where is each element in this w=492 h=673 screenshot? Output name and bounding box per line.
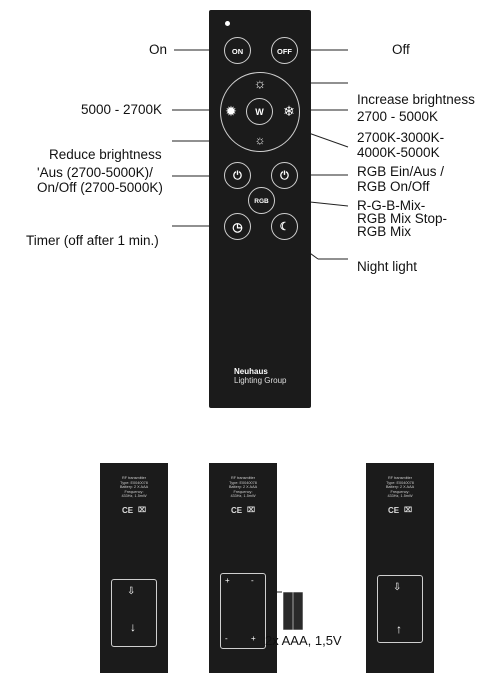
weee-bin-icon: ⌧: [138, 507, 147, 514]
status-led: [225, 21, 230, 26]
moon-icon: ☾: [279, 221, 290, 233]
white-mode-button[interactable]: W: [246, 98, 273, 125]
battery-icon: [293, 592, 303, 630]
sticker-line: 433Hz, 1.5mW: [230, 494, 256, 498]
label-rgb-mix-2: RGB Mix Stop-: [357, 211, 448, 226]
brand-name: Neuhaus: [234, 367, 268, 376]
label-rgb-mix-1: R-G-B-Mix-: [357, 198, 426, 213]
remote-back-closing: [366, 463, 434, 673]
white-power-button[interactable]: [224, 162, 251, 189]
back-sticker: [100, 476, 168, 499]
label-off: Off: [392, 42, 410, 57]
sticker-line: Type: E0040078: [386, 480, 414, 485]
sticker-line: RF transmitter: [121, 476, 147, 480]
label-warm-cct: 5000 - 2700K: [81, 102, 163, 117]
battery-compartment[interactable]: [220, 573, 266, 649]
warm-white-icon[interactable]: ✹: [225, 103, 237, 119]
night-light-button[interactable]: [271, 213, 298, 240]
slide-arrow-icon: ⇩: [393, 582, 402, 593]
sticker-line: RF transmitter: [387, 476, 413, 480]
power-rgb-icon: ⏻: [280, 170, 289, 182]
label-reduce-brightness: Reduce brightness: [49, 147, 162, 162]
label-rgb-onoff-2: RGB On/Off: [357, 179, 430, 194]
label-white-onoff-2: On/Off (2700-5000K): [37, 180, 163, 195]
off-button[interactable]: OFF: [271, 37, 298, 64]
ce-mark: CE: [122, 506, 134, 515]
ce-mark: CE: [388, 506, 400, 515]
label-timer: Timer (off after 1 min.): [26, 233, 159, 248]
label-night-light: Night light: [357, 259, 418, 274]
sticker-line: Type: E0040078: [229, 480, 257, 485]
brightness-down-icon[interactable]: ☼: [254, 133, 266, 147]
sticker-line: RF transmitter: [230, 476, 256, 480]
sticker-line: 433Hz, 1.5mW: [121, 494, 147, 498]
timer-button[interactable]: [224, 213, 251, 240]
weee-bin-icon: ⌧: [247, 507, 256, 514]
sticker-line: Frequency:: [233, 489, 253, 494]
label-rgb-onoff-1: RGB Ein/Aus /: [357, 164, 445, 179]
sticker-line: Type: E0040078: [120, 480, 148, 485]
cool-white-icon[interactable]: ❄: [283, 103, 295, 119]
back-sticker: [366, 476, 434, 499]
power-w-icon: ⏻: [233, 170, 242, 182]
sticker-line: Battery: 2 X AAA: [228, 485, 258, 489]
brand-subtitle: Lighting Group: [234, 376, 287, 385]
rgb-mix-button[interactable]: RGB: [248, 187, 275, 214]
sticker-line: 433Hz, 1.5mW: [387, 494, 413, 498]
battery-icon: [283, 592, 293, 630]
brand-logo: [234, 367, 286, 385]
ce-mark: CE: [231, 506, 243, 515]
battery-cover[interactable]: [111, 579, 157, 647]
battery-cover[interactable]: [377, 575, 423, 643]
polarity-plus: +: [225, 576, 230, 585]
brightness-up-icon[interactable]: ☼: [253, 75, 267, 91]
polarity-minus: -: [251, 576, 254, 585]
sticker-line: Frequency:: [390, 489, 410, 494]
label-rgb-mix-3: RGB Mix: [357, 224, 411, 239]
polarity-minus: -: [225, 634, 228, 643]
label-cct-steps-2: 4000K-5000K: [357, 145, 440, 160]
label-cct-steps-1: 2700K-3000K-: [357, 130, 445, 145]
back-sticker: [209, 476, 277, 499]
open-arrow-icon: ↓: [130, 620, 136, 634]
label-white-onoff-1: 'Aus (2700-5000K)/: [37, 165, 153, 180]
label-cool-cct: 2700 - 5000K: [357, 109, 439, 124]
weee-bin-icon: ⌧: [404, 507, 413, 514]
label-on: On: [149, 42, 168, 57]
on-button[interactable]: ON: [224, 37, 251, 64]
sticker-line: Battery: 2 X AAA: [119, 485, 149, 489]
rgb-power-button[interactable]: [271, 162, 298, 189]
battery-label: 2x AAA, 1,5V: [265, 633, 342, 648]
sticker-line: Frequency:: [124, 489, 144, 494]
clock-icon: ◷: [232, 220, 243, 234]
remote-back-closed: [100, 463, 168, 673]
polarity-plus: +: [251, 634, 256, 643]
sticker-line: Battery: 2 X AAA: [385, 485, 415, 489]
close-arrow-icon: ↑: [396, 622, 402, 636]
label-increase-brightness: Increase brightness: [357, 92, 475, 107]
slide-arrow-icon: ⇩: [127, 586, 136, 597]
